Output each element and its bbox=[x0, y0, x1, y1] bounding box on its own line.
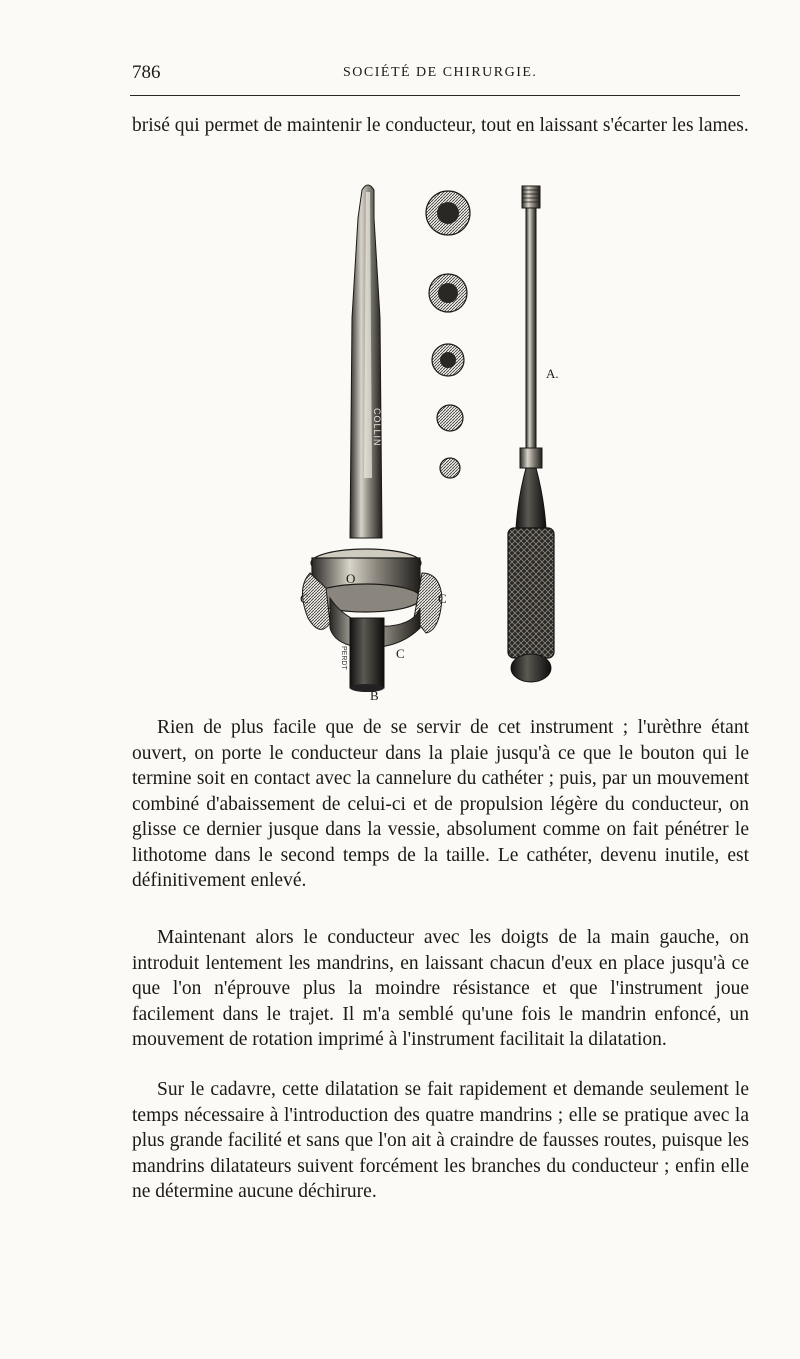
running-head: SOCIÉTÉ DE CHIRURGIE. bbox=[343, 65, 538, 80]
label-c-lower: C bbox=[396, 646, 405, 661]
engraver-signature: PERDT bbox=[340, 646, 347, 670]
label-c-left: C bbox=[300, 591, 309, 606]
cross-section-3 bbox=[432, 344, 464, 376]
figure-dilator-instrument bbox=[290, 178, 610, 708]
cross-section-1 bbox=[426, 191, 470, 235]
cross-section-2 bbox=[429, 274, 467, 312]
paragraph-mandrins: Maintenant alors le conducteur avec les doigts de la main gauche, on introduit lentement les mandrins, en laissant chacun d'eux en place jusqu'à ce que l'on n'éprouve plus la moindre résistance et que l'instrument joue facilement dans le trajet. Il m'a semblé qu'une fois le mandrin enfoncé, un mouvement de rotation imprimé à l'instrument facilitait la dilatation. bbox=[132, 927, 749, 1050]
label-a: A. bbox=[546, 366, 559, 381]
label-o-ring: O bbox=[346, 571, 356, 586]
page-header bbox=[132, 62, 738, 86]
label-c-right: C bbox=[438, 591, 447, 606]
label-b: B bbox=[370, 688, 379, 703]
page-number: 786 bbox=[132, 62, 161, 83]
paragraph-usage: Rien de plus facile que de se servir de cet instrument ; l'urèthre étant ouvert, on porte le conducteur dans la plaie jusqu'à ce que le bouton qui le termine soit en contact avec la cannelure du cathéter ; puis, par un mouvement combiné d'abaissement de celui-ci et de propulsion légère du conducteur, on glisse ce dernier jusque dans la vessie, absolument comme on fait pénétrer le lithotome dans le second temps de la taille. Le cathéter, devenu inutile, est définitivement enlevé. bbox=[132, 717, 749, 891]
mandrin-instrument bbox=[508, 186, 559, 682]
paragraph-cadaver: Sur le cadavre, cette dilatation se fait rapidement et demande seulement le temps nécessaire à l'introduction des quatre mandrins ; elle se pratique avec la plus grande facilité et sans que l'on ait à craindre de fausses routes, puisque les mandrins dilatateurs suivent forcément les branches du conducteur ; enfin elle ne détermine aucune déchirure. bbox=[132, 1079, 749, 1202]
cross-section-5 bbox=[440, 458, 460, 478]
collin-stamp: COLLIN bbox=[372, 408, 382, 447]
conductor-instrument bbox=[300, 185, 447, 703]
mandrin-cross-sections bbox=[426, 191, 470, 478]
header-rule bbox=[130, 95, 740, 96]
cross-section-4 bbox=[437, 405, 463, 431]
paragraph-continuation: brisé qui permet de maintenir le conducteur, tout en laissant s'écarter les lames. bbox=[132, 115, 749, 136]
